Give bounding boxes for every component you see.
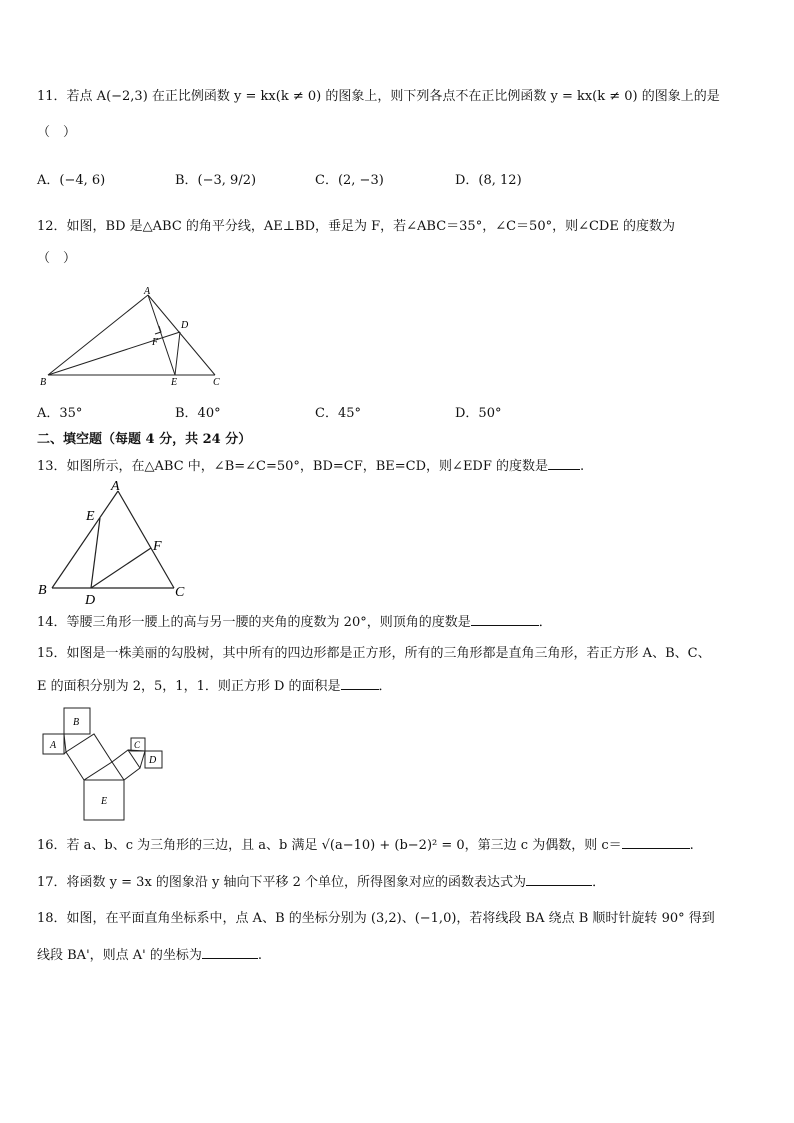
q13-label-d: D — [85, 593, 96, 608]
q15-label-a: A — [50, 740, 57, 751]
q12-figure — [30, 282, 240, 392]
q17-stem: 17．将函数 y = 3x 的图象沿 y 轴向下平移 2 个单位，所得图象对应的函数表达式为 — [37, 875, 527, 890]
q13-label-c: C — [175, 585, 185, 600]
q14-answer-blank[interactable] — [471, 613, 539, 626]
q18-line1: 18．如图，在平面直角坐标系中，点 A、B 的坐标分别为 (3,2)、(−1,0)，若将线段 BA 绕点 B 顺时针旋转 90° 得到 — [37, 911, 715, 926]
q13-label-e: E — [86, 509, 95, 524]
q12-stem: 12．如图，BD 是△ABC 的角平分线，AE⊥BD，垂足为 F，若∠ABC＝35°，∠C＝50°，则∠CDE 的度数为 — [37, 219, 675, 234]
q11-stem: 11．若点 A(−2,3) 在正比例函数 y = kx(k ≠ 0) 的图象上，则下列各点不在正比例函数 y = kx(k ≠ 0) 的图象上的是 — [37, 89, 720, 104]
q13-stem: 13．如图所示，在△ABC 中，∠B=∠C=50°，BD=CF，BE=CD，则∠EDF 的度数是 — [37, 459, 549, 474]
q13-line-df — [91, 548, 151, 588]
q15-label-e: E — [101, 796, 108, 807]
q18-answer-blank[interactable] — [202, 946, 258, 959]
q15-line2-row — [37, 677, 392, 696]
q18-end: . — [257, 948, 263, 963]
q16-line — [37, 836, 694, 855]
q13-line-ac — [118, 491, 174, 588]
q13-end: . — [580, 459, 585, 474]
q16-stem: 16．若 a、b、c 为三角形的三边，且 a、b 满足 √(a−10) + (b−2)² = 0，第三边 c 为偶数，则 c＝ — [37, 838, 622, 853]
q18-line2-row — [37, 946, 262, 965]
q15-line1: 15．如图是一株美丽的勾股树，其中所有的四边形都是正方形，所有的三角形都是直角三角形，若正方形 A、B、C、 — [37, 646, 711, 661]
q13-label-a: A — [111, 479, 120, 494]
q12-label-d: D — [181, 320, 189, 331]
q12-option-c: C．45° — [315, 406, 361, 421]
q17-answer-blank[interactable] — [526, 873, 592, 886]
q12-option-a: A．35° — [37, 406, 83, 421]
q16-end: . — [689, 838, 694, 853]
q15-end: ． — [378, 679, 392, 694]
q15-line2: E 的面积分别为 2，5，1，1．则正方形 D 的面积是 — [37, 679, 341, 694]
q13-line-ab — [52, 491, 118, 588]
q16-answer-blank[interactable] — [622, 836, 690, 849]
q15-square-left — [66, 734, 112, 780]
q12-option-d: D．50° — [455, 406, 502, 421]
q12-line-de — [175, 332, 180, 375]
q13-answer-blank[interactable] — [548, 457, 580, 470]
section-title: 二、填空题（每题 4 分，共 24 分） — [37, 432, 252, 447]
q12-label-b: B — [40, 377, 47, 388]
q15-label-d: D — [149, 755, 157, 766]
q14-end: ． — [538, 615, 552, 630]
q12-line-ba — [48, 295, 148, 375]
q12-line-ac — [148, 295, 215, 375]
q11-option-a: A．(−4, 6) — [37, 173, 106, 188]
q18-line2: 线段 BA'，则点 A' 的坐标为 — [37, 948, 202, 963]
q17-line — [37, 873, 605, 892]
q15-square-right — [112, 750, 140, 780]
q13-line — [37, 457, 584, 476]
q13-label-b: B — [38, 583, 47, 598]
q12-label-c: C — [213, 377, 220, 388]
q15-label-c: C — [134, 740, 141, 750]
q11-paren: （ ） — [37, 125, 77, 140]
q14-stem: 14．等腰三角形一腰上的高与另一腰的夹角的度数为 20°，则顶角的度数是 — [37, 615, 471, 630]
q15-figure — [38, 704, 168, 824]
q12-label-e: E — [171, 377, 178, 388]
q12-paren: （ ） — [37, 251, 77, 266]
q17-end: ． — [592, 875, 606, 890]
q13-figure — [34, 478, 194, 608]
q11-option-c: C．(2, −3) — [315, 173, 384, 188]
q12-option-b: B．40° — [175, 406, 221, 421]
q11-option-b: B．(−3, 9/2) — [175, 173, 257, 188]
q15-label-b: B — [73, 717, 80, 728]
q15-answer-blank[interactable] — [341, 677, 379, 690]
q13-label-f: F — [153, 539, 162, 554]
q12-right-angle-mark — [155, 326, 161, 334]
q12-label-a: A — [144, 286, 151, 297]
q12-line-bd — [48, 332, 180, 375]
q14-line — [37, 613, 552, 632]
q12-label-f: F — [152, 337, 159, 348]
q11-option-d: D．(8, 12) — [455, 173, 522, 188]
